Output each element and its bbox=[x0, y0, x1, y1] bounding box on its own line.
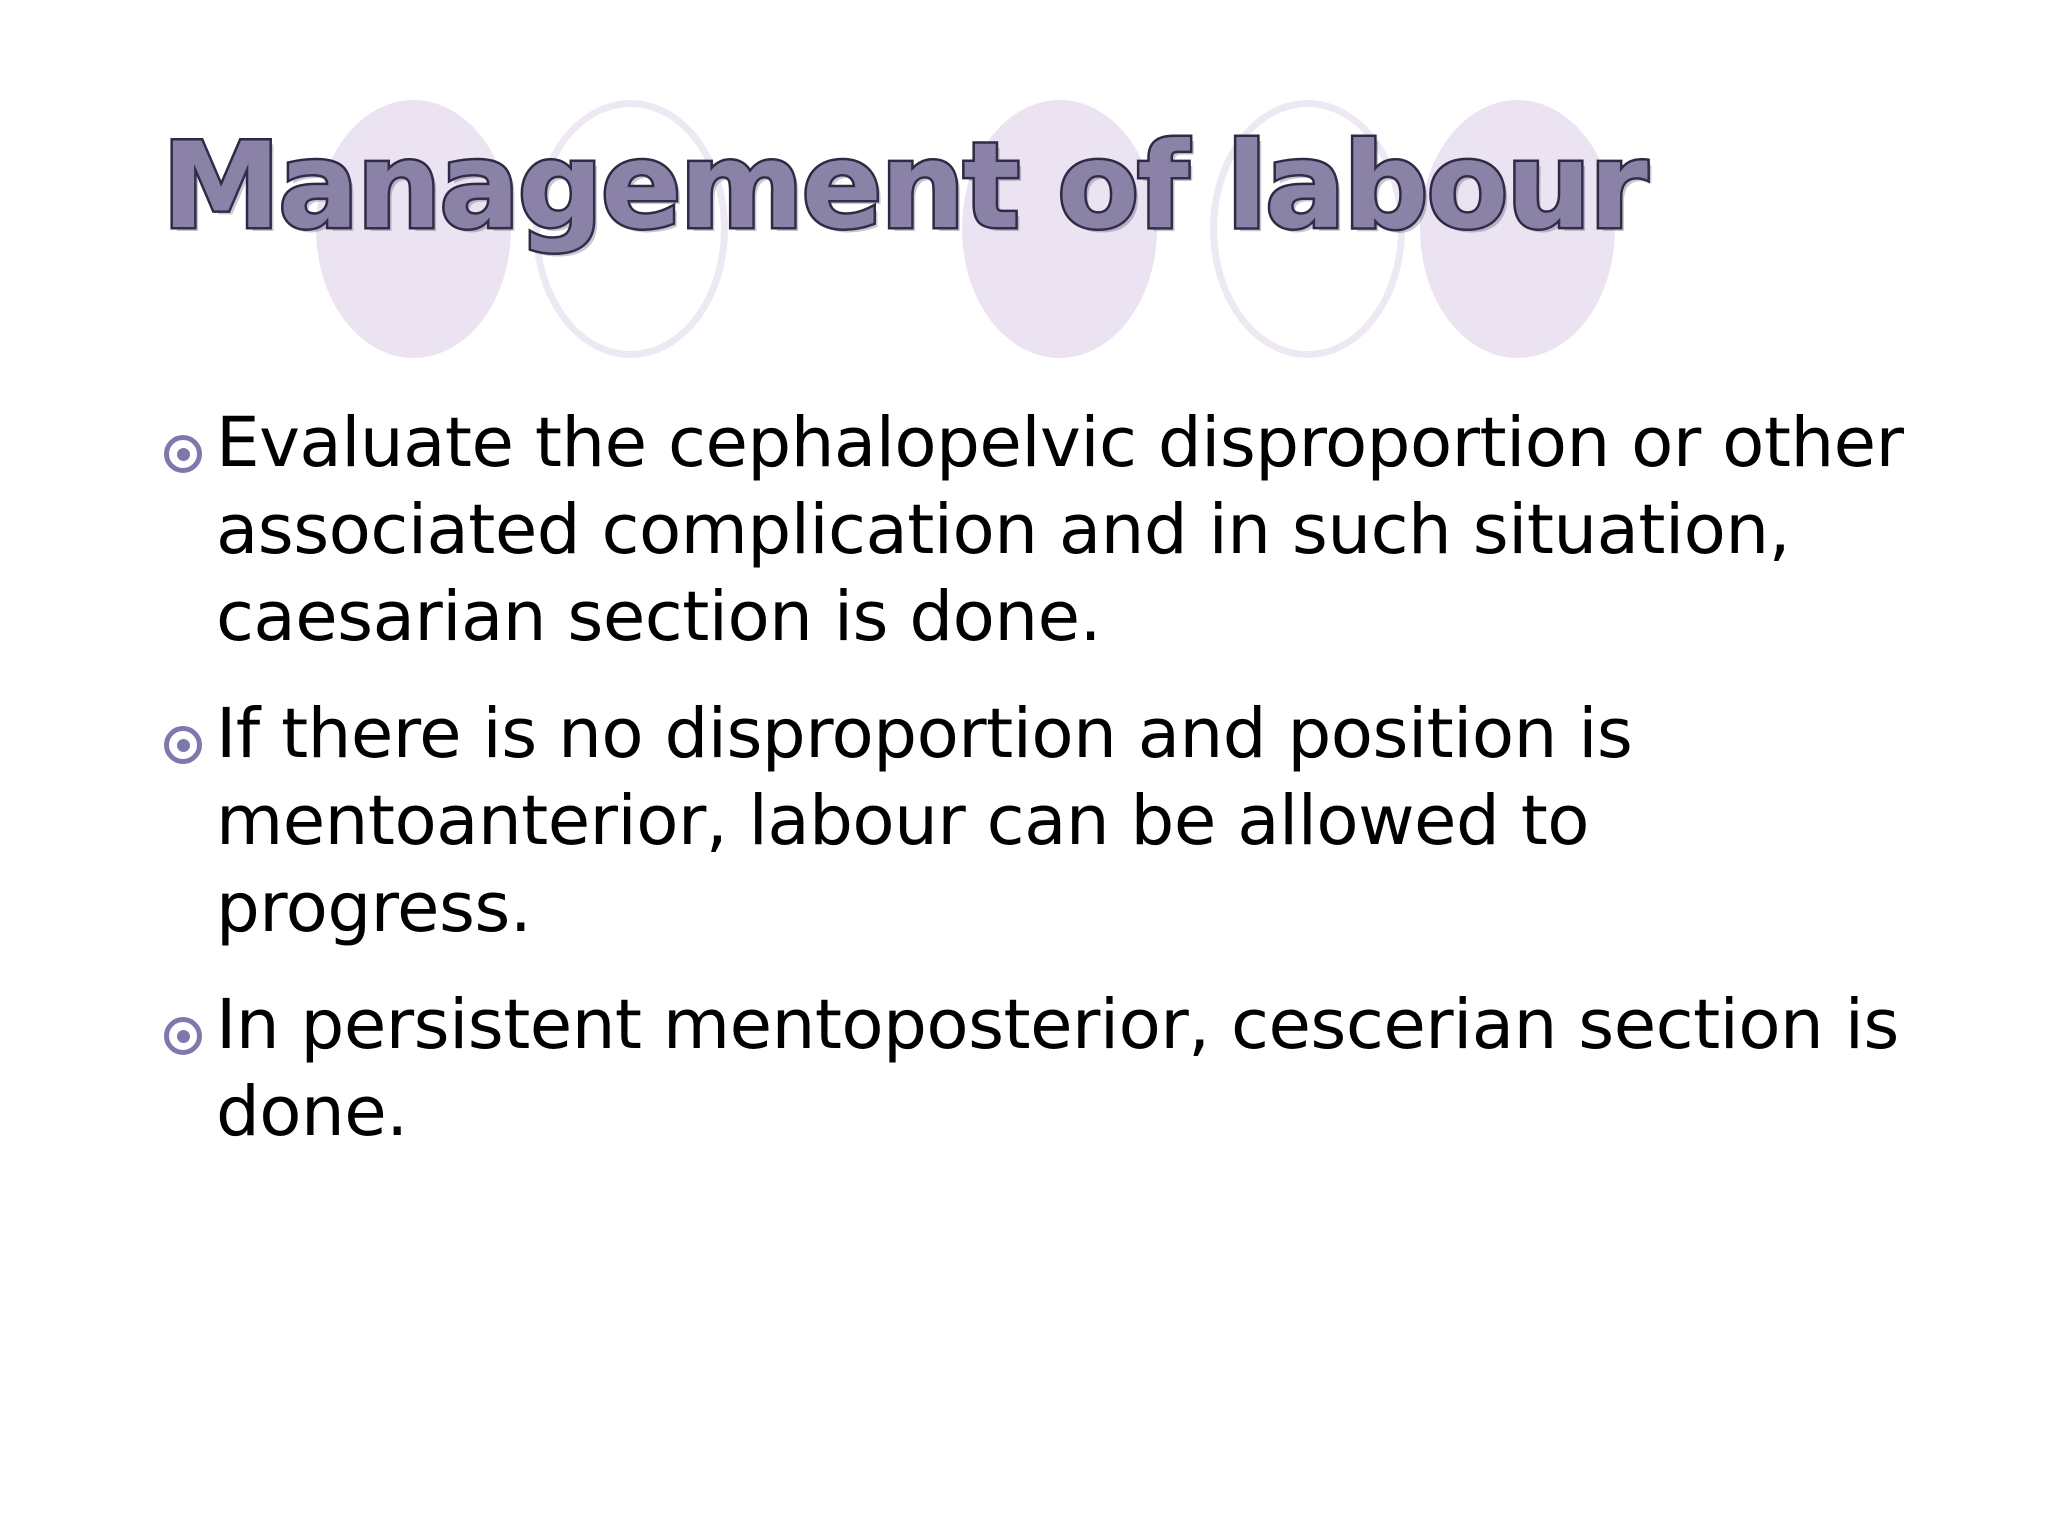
bullet-text: If there is no disproportion and position is mentoanterior, labour can be allowed to progress. bbox=[216, 694, 1633, 948]
bullet-item bbox=[164, 691, 1924, 952]
bullet-list bbox=[164, 400, 1924, 1186]
circle-dot-bullet-icon bbox=[164, 435, 202, 473]
bullet-text: Evaluate the cephalopelvic disproportion or other associated complication and in such situation, caesarian section is done. bbox=[216, 403, 1904, 657]
bullet-item bbox=[164, 400, 1924, 661]
circle-dot-bullet-icon bbox=[164, 726, 202, 764]
circle-dot-bullet-icon bbox=[164, 1017, 202, 1055]
bullet-text: In persistent mentoposterior, cescerian section is done. bbox=[216, 985, 1899, 1152]
slide-title: Management of labour bbox=[162, 118, 1646, 256]
bullet-item bbox=[164, 982, 1924, 1156]
